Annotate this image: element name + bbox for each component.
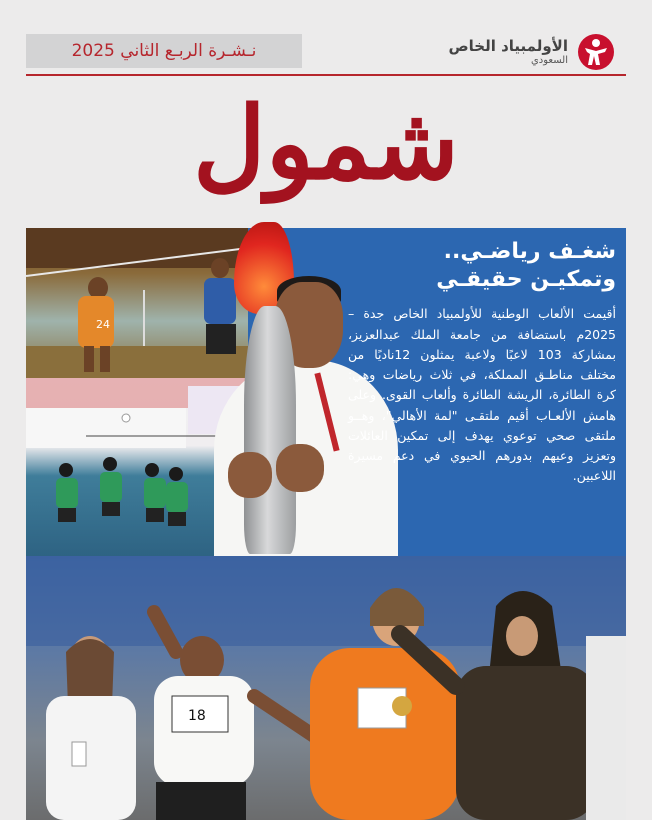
torch — [244, 306, 296, 554]
org-subtitle: السعودي — [530, 54, 568, 66]
badminton-bib: 24 — [96, 318, 110, 331]
badminton-scene-icon — [26, 228, 248, 378]
org-name: الأولمبياد الخاص — [448, 37, 568, 56]
headline-line-2: وتمكيـن حقيقـي — [436, 267, 616, 293]
org-logo-text — [448, 38, 568, 66]
article-body: أقيمت الألعاب الوطنية للأولمبياد الخاص جدة – 2025م باستضافة من جامعة الملك عبدالعزيز، بمشاركة 103 لاعبًا ولاعبة يمثلون 12ناديًا من مختلف مناطـق المملكة، في ثلاث رياضات وهي: كرة الطائرة، الريشة الطائرة وألعاب القوى. وعلى هامش الألعـاب أقيم ملتقـى "لمة الأهالي"، وهــو ملتقى صحي توعوي يهدف إلى تمكين العائلات وتعزيز وعيهم بدورهم الحيوي في دعم مسيرة اللاعبين. — [348, 306, 617, 484]
torchbearer-hand-left — [228, 452, 272, 498]
athletes-photo — [26, 556, 626, 820]
masthead-title: شمول — [193, 84, 459, 202]
torchbearer-hand-right — [276, 444, 324, 492]
issue-label: نـشـرة الربـع الثاني 2025 — [71, 41, 257, 61]
article-headline — [348, 238, 616, 294]
masthead — [26, 78, 626, 208]
athlete-bib: 18 — [188, 708, 206, 724]
special-olympics-logo-icon — [576, 32, 616, 72]
org-logo — [448, 28, 616, 76]
issue-label-box — [26, 34, 302, 68]
headline-line-1: شغـف رياضـي.. — [443, 239, 616, 264]
badminton-photo — [26, 228, 248, 378]
athletes-scene-icon — [26, 556, 626, 820]
header-rule — [26, 74, 626, 76]
article-text — [348, 232, 616, 552]
